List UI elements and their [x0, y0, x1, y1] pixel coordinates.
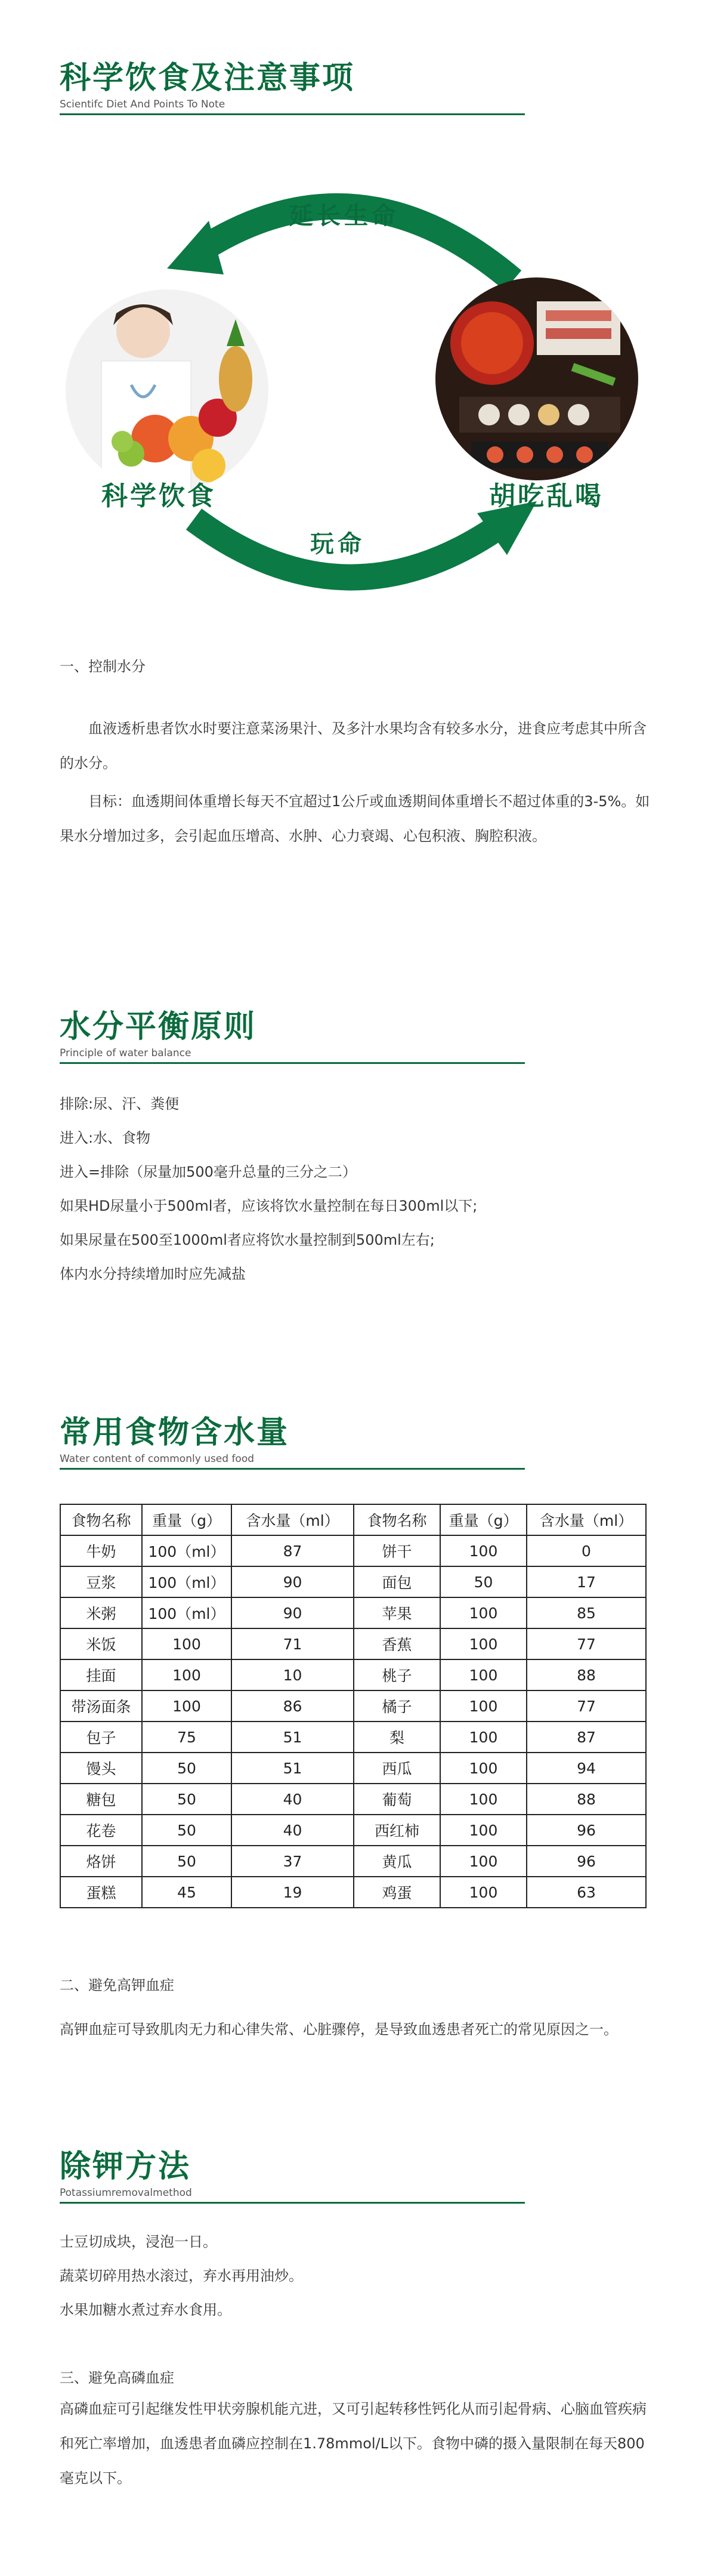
table-header-cell: 含水量（ml）: [527, 1504, 646, 1535]
table-cell: 带汤面条: [60, 1690, 142, 1722]
hyperphosphatemia-heading: 三、避免高磷血症: [60, 2370, 174, 2386]
risk-life-label: 玩命: [310, 530, 365, 558]
table-cell: 米粥: [60, 1597, 142, 1628]
table-cell: 西瓜: [354, 1753, 440, 1784]
table-header-row: [60, 1504, 646, 1535]
table-cell: 黄瓜: [354, 1846, 440, 1877]
table-row: [60, 1846, 646, 1877]
table-cell: 馒头: [60, 1753, 142, 1784]
table-cell: 77: [527, 1690, 646, 1722]
table-cell: 香蕉: [354, 1628, 440, 1659]
balance-line: 体内水分持续增加时应先减盐: [60, 1266, 246, 1282]
extend-life-label: 延长生命: [289, 202, 399, 230]
doctor-fruit-image: [66, 289, 268, 492]
table-cell: 88: [527, 1659, 646, 1690]
table-row: [60, 1659, 646, 1690]
table-row: [60, 1877, 646, 1908]
table-cell: 63: [527, 1877, 646, 1908]
doctor-fruit-photo: [66, 289, 268, 492]
table-cell: 100: [142, 1659, 231, 1690]
section-title-water-balance-en: Principle of water balance: [60, 1047, 191, 1059]
hyperkalemia-paragraph: 高钾血症可导致肌肉无力和心律失常、心脏骤停，是导致血透患者死亡的常见原因之一。: [60, 2021, 618, 2038]
water-control-heading: 一、控制水分: [60, 658, 146, 675]
table-cell: 西红柿: [354, 1815, 440, 1846]
balance-line: 如果HD尿量小于500ml者，应该将饮水量控制在每日300ml以下;: [60, 1198, 478, 1214]
table-cell: 100: [440, 1753, 527, 1784]
table-cell: 苹果: [354, 1597, 440, 1628]
table-cell: 鸡蛋: [354, 1877, 440, 1908]
table-cell: 100: [440, 1784, 527, 1815]
table-cell: 100: [142, 1690, 231, 1722]
table-cell: 85: [527, 1597, 646, 1628]
table-cell: 100: [440, 1690, 527, 1722]
table-cell: 40: [231, 1784, 354, 1815]
water-control-paragraph-2: 目标：血透期间体重增长每天不宜超过1公斤或血透期间体重增长不超过体重的3-5%。如果水分增加过多，会引起血压增高、水肿、心力衰竭、心包积液、胸腔积液。: [60, 793, 650, 844]
table-row: [60, 1690, 646, 1722]
table-row: [60, 1722, 646, 1753]
table-row: [60, 1753, 646, 1784]
table-cell: 橘子: [354, 1690, 440, 1722]
table-header-cell: 重量（g）: [440, 1504, 527, 1535]
section-title-potassium-cn: 除钾方法: [60, 2148, 191, 2185]
diet-cycle-diagram: [60, 161, 644, 615]
section-title-diet-cn: 科学饮食及注意事项: [60, 60, 355, 96]
table-cell: 50: [142, 1784, 231, 1815]
table-row: [60, 1815, 646, 1846]
table-cell: 10: [231, 1659, 354, 1690]
table-cell: 100（ml）: [142, 1597, 231, 1628]
table-header-cell: 食物名称: [354, 1504, 440, 1535]
table-row: [60, 1784, 646, 1815]
section-divider: [60, 2202, 525, 2204]
section-divider: [60, 113, 525, 115]
table-cell: 75: [142, 1722, 231, 1753]
table-cell: 94: [527, 1753, 646, 1784]
table-cell: 77: [527, 1628, 646, 1659]
section-title-food-water-cn: 常用食物含水量: [60, 1414, 290, 1451]
table-cell: 96: [527, 1815, 646, 1846]
table-cell: 19: [231, 1877, 354, 1908]
table-cell: 饼干: [354, 1535, 440, 1566]
balance-line: 进入=排除（尿量加500毫升总量的三分之二）: [60, 1164, 357, 1180]
table-cell: 50: [142, 1846, 231, 1877]
table-cell: 0: [527, 1535, 646, 1566]
table-cell: 90: [231, 1566, 354, 1597]
table-cell: 豆浆: [60, 1566, 142, 1597]
table-cell: 桃子: [354, 1659, 440, 1690]
table-cell: 100: [440, 1628, 527, 1659]
scientific-diet-label: 科学饮食: [101, 481, 216, 511]
table-cell: 葡萄: [354, 1784, 440, 1815]
section-divider: [60, 1468, 525, 1470]
table-cell: 90: [231, 1597, 354, 1628]
table-cell: 17: [527, 1566, 646, 1597]
section-title-food-water-en: Water content of commonly used food: [60, 1453, 255, 1465]
table-header-cell: 重量（g）: [142, 1504, 231, 1535]
table-cell: 87: [231, 1535, 354, 1566]
potassium-line: 士豆切成块，浸泡一日。: [60, 2233, 217, 2250]
table-cell: 86: [231, 1690, 354, 1722]
hyperkalemia-heading: 二、避免高钾血症: [60, 1977, 174, 1994]
section-title-water-balance-cn: 水分平衡原则: [60, 1008, 257, 1045]
table-cell: 蛋糕: [60, 1877, 142, 1908]
table-cell: 糖包: [60, 1784, 142, 1815]
table-row: [60, 1535, 646, 1566]
table-cell: 面包: [354, 1566, 440, 1597]
table-cell: 米饭: [60, 1628, 142, 1659]
table-cell: 37: [231, 1846, 354, 1877]
balance-line: 进入:水、食物: [60, 1130, 151, 1146]
table-cell: 100（ml）: [142, 1566, 231, 1597]
hotpot-food-photo: [435, 277, 638, 480]
table-row: [60, 1566, 646, 1597]
table-row: [60, 1597, 646, 1628]
potassium-line: 水果加糖水煮过弃水食用。: [60, 2302, 231, 2318]
section-title-food-water: [60, 1414, 525, 1470]
table-cell: 100: [440, 1815, 527, 1846]
table-cell: 100: [142, 1628, 231, 1659]
balance-line: 如果尿量在500至1000ml者应将饮水量控制到500ml左右;: [60, 1232, 435, 1248]
table-cell: 梨: [354, 1722, 440, 1753]
table-cell: 51: [231, 1722, 354, 1753]
section-title-potassium: [60, 2148, 525, 2204]
section-title-diet: [60, 60, 525, 115]
table-cell: 45: [142, 1877, 231, 1908]
table-cell: 100: [440, 1877, 527, 1908]
table-cell: 50: [440, 1566, 527, 1597]
food-water-table: [60, 1504, 647, 1908]
table-cell: 花卷: [60, 1815, 142, 1846]
table-cell: 100: [440, 1659, 527, 1690]
section-title-diet-en: Scientifc Diet And Points To Note: [60, 98, 225, 110]
table-cell: 40: [231, 1815, 354, 1846]
table-cell: 50: [142, 1815, 231, 1846]
table-cell: 88: [527, 1784, 646, 1815]
table-row: [60, 1628, 646, 1659]
table-cell: 100（ml）: [142, 1535, 231, 1566]
table-cell: 100: [440, 1597, 527, 1628]
junk-eating-label: 胡吃乱喝: [489, 481, 604, 511]
table-cell: 87: [527, 1722, 646, 1753]
table-cell: 牛奶: [60, 1535, 142, 1566]
table-cell: 51: [231, 1753, 354, 1784]
hyperphosphatemia-paragraph: 高磷血症可引起继发性甲状旁腺机能亢进，又可引起转移性钙化从而引起骨病、心脑血管疾病和死亡率增加，血透患者血磷应控制在1.78mmol/L以下。食物中磷的摄入量限制在每天800毫克以下。: [60, 2401, 647, 2486]
water-control-paragraph-1: 血液透析患者饮水时要注意菜汤果汁、及多汁水果均含有较多水分，进食应考虑其中所含的水分。: [60, 720, 647, 772]
section-divider: [60, 1062, 525, 1064]
section-title-potassium-en: Potassiumremovalmethod: [60, 2187, 192, 2199]
table-cell: 包子: [60, 1722, 142, 1753]
section-title-water-balance: [60, 1008, 525, 1064]
potassium-line: 蔬菜切碎用热水滚过，弃水再用油炒。: [60, 2268, 303, 2284]
table-header-cell: 食物名称: [60, 1504, 142, 1535]
balance-line: 排除:尿、汗、粪便: [60, 1096, 180, 1112]
table-cell: 50: [142, 1753, 231, 1784]
hotpot-food-image: [435, 277, 638, 480]
table-cell: 100: [440, 1722, 527, 1753]
table-header-cell: 含水量（ml）: [231, 1504, 354, 1535]
table-cell: 挂面: [60, 1659, 142, 1690]
table-cell: 烙饼: [60, 1846, 142, 1877]
table-cell: 71: [231, 1628, 354, 1659]
table-cell: 100: [440, 1846, 527, 1877]
table-cell: 100: [440, 1535, 527, 1566]
table-cell: 96: [527, 1846, 646, 1877]
